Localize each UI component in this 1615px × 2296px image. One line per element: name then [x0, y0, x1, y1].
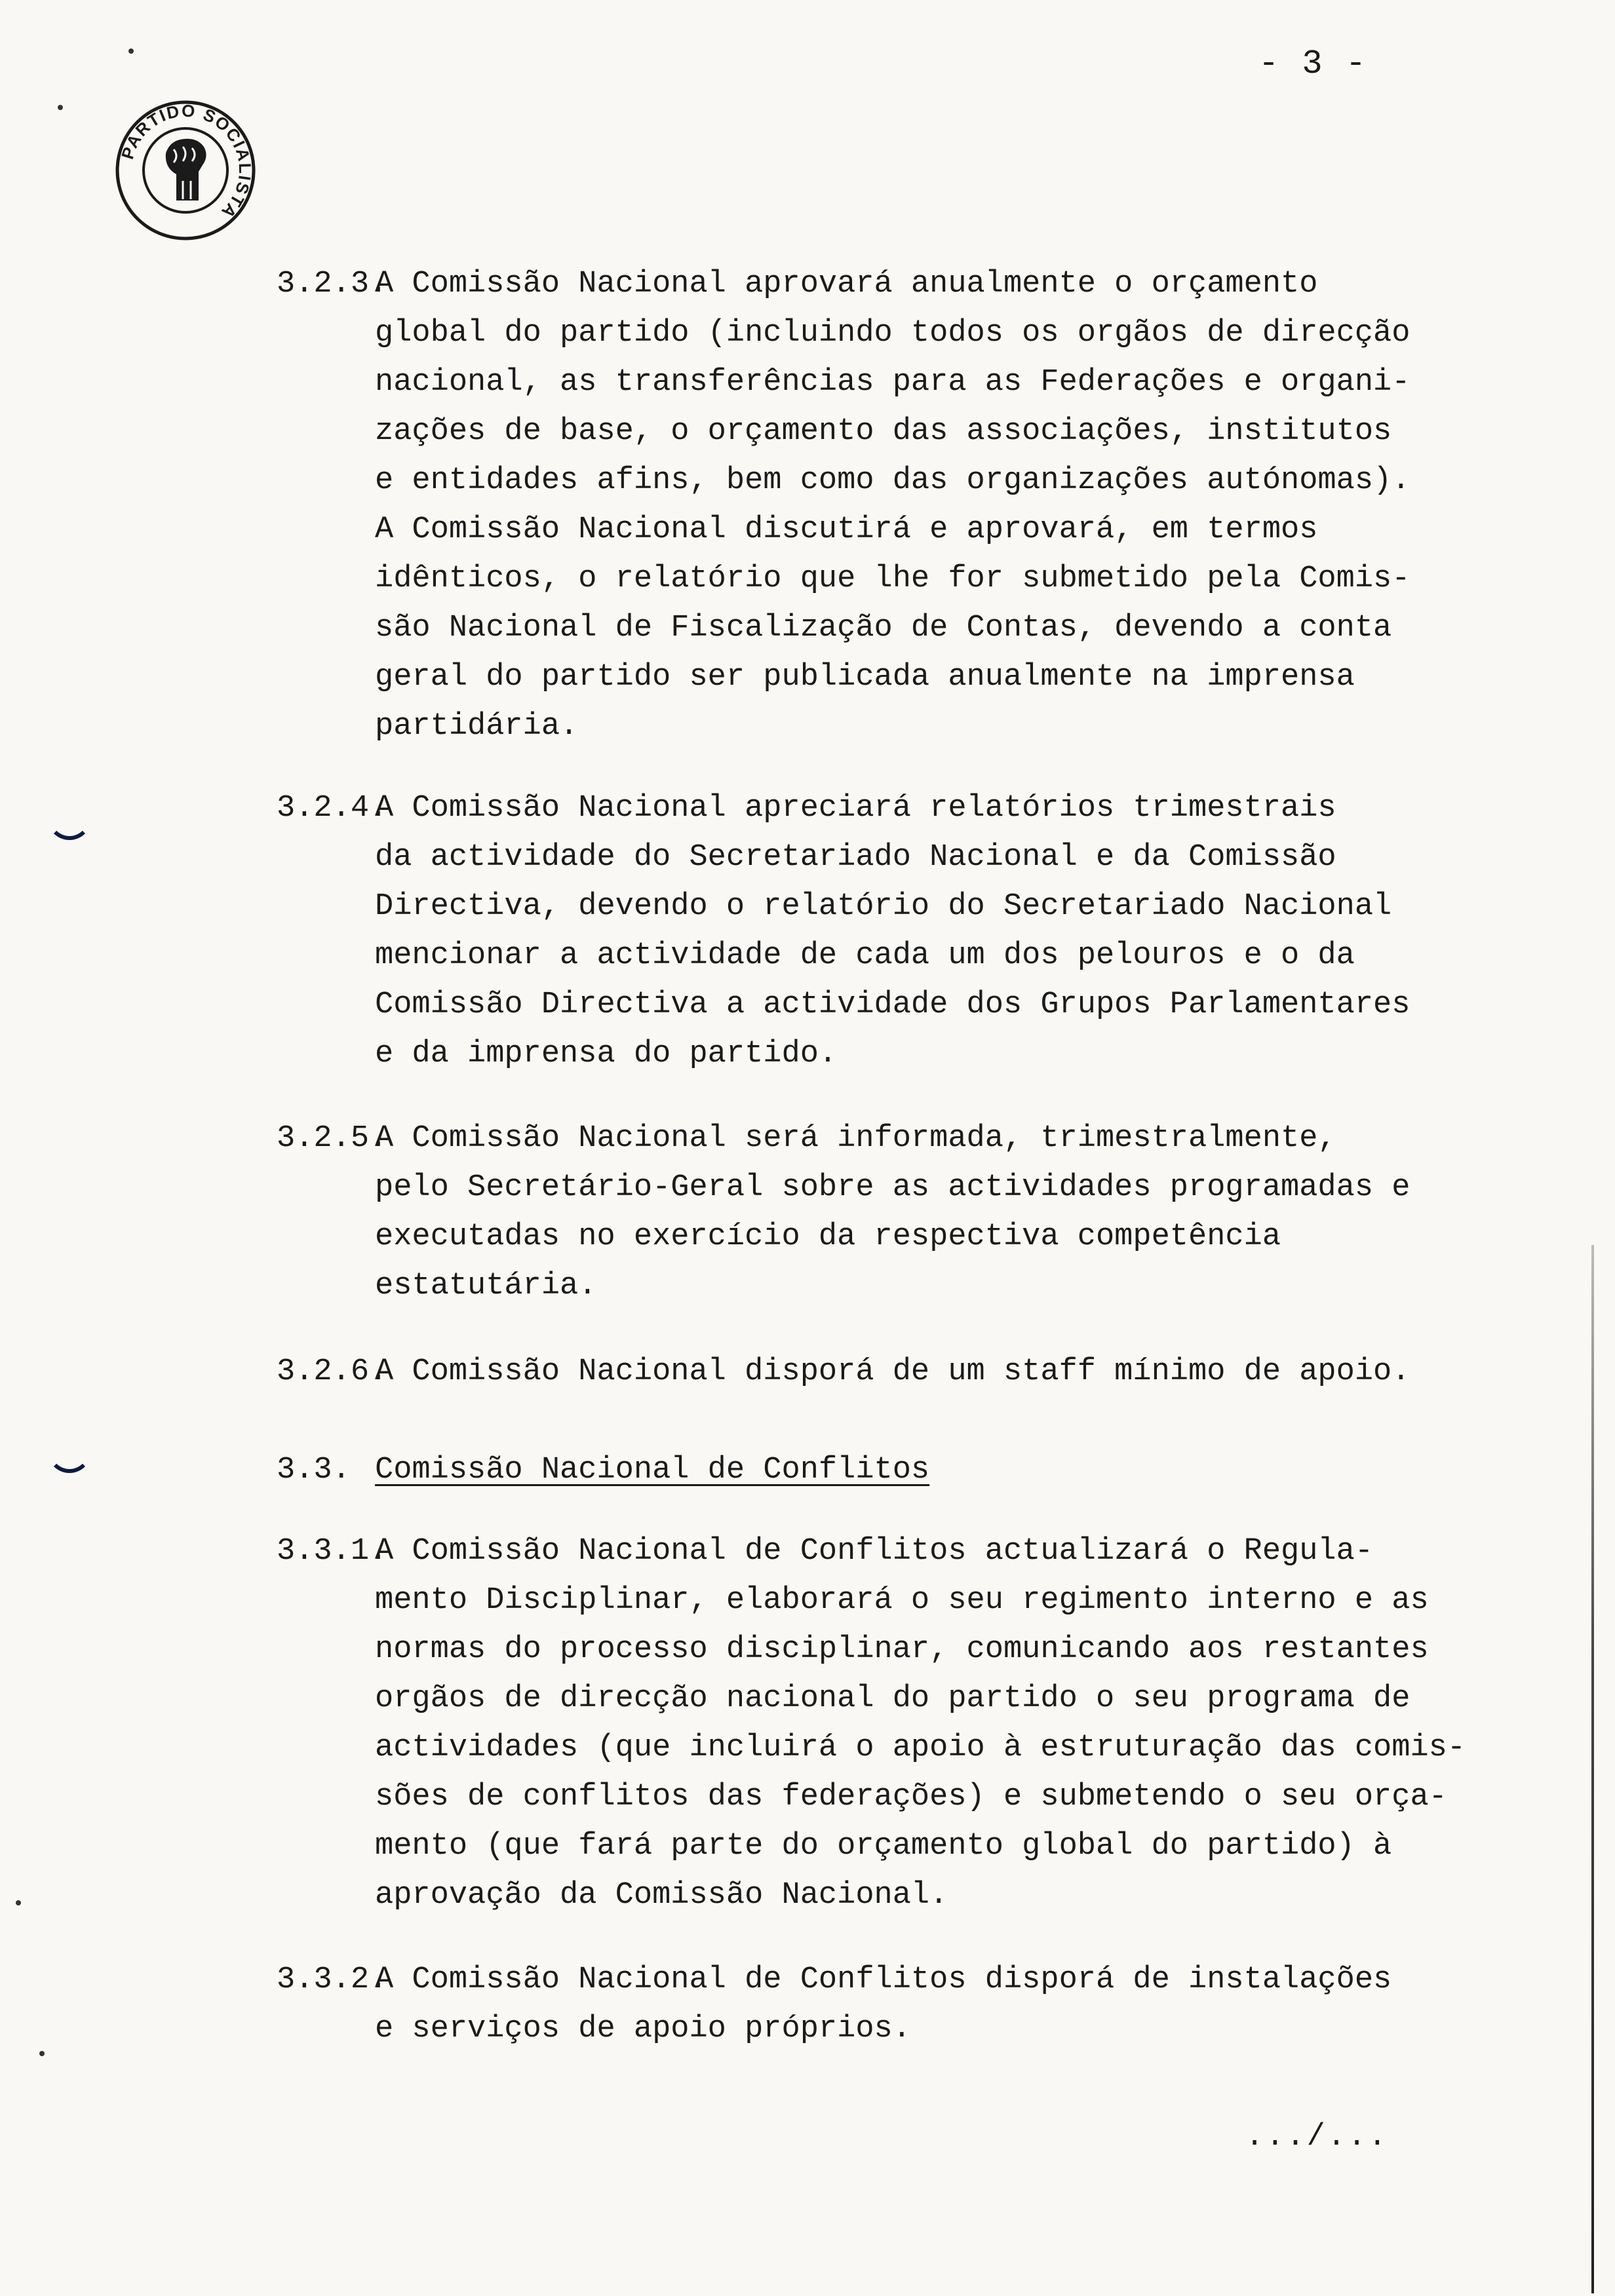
clause-line: actividades (que incluirá o apoio à estruturação das comis-	[375, 1731, 1466, 1765]
clause-line: nacional, as transferências para as Federações e organi-	[375, 365, 1411, 400]
clause-line: sões de conflitos das federações) e submetendo o seu orça-	[375, 1780, 1447, 1814]
clause-line: orgãos de direcção nacional do partido o seu programa de	[375, 1681, 1411, 1716]
clause-line: da actividade do Secretariado Nacional e da Comissão	[375, 840, 1336, 875]
clause-line: A Comissão Nacional de Conflitos disporá de instalações	[375, 1962, 1392, 1997]
clause-line: Directiva, devendo o relatório do Secretariado Nacional	[375, 889, 1392, 924]
clause-number: 3.3.2.	[277, 1962, 388, 1997]
clause-line: mencionar a actividade de cada um dos pelouros e o da	[375, 938, 1355, 973]
clause-number: 3.2.5.	[277, 1121, 388, 1156]
clause-line: zações de base, o orçamento das associações, institutos	[375, 414, 1392, 449]
page-number: - 3 -	[1258, 45, 1368, 83]
scan-speck	[128, 48, 134, 54]
clause-3-2-6	[277, 1347, 1410, 1396]
clause-line: aprovação da Comissão Nacional.	[375, 1878, 948, 1913]
clause-3-2-3	[277, 259, 1410, 751]
clause-number: 3.3.1.	[277, 1534, 388, 1569]
clause-number: 3.2.4.	[277, 791, 388, 826]
clause-line: normas do processo disciplinar, comunicando aos restantes	[375, 1632, 1429, 1667]
clause-line: A Comissão Nacional apreciará relatórios trimestrais	[375, 791, 1336, 826]
clause-line: mento (que fará parte do orçamento global do partido) à	[375, 1829, 1392, 1864]
clause-line: são Nacional de Fiscalização de Contas, devendo a conta	[375, 611, 1392, 645]
clause-line: pelo Secretário-Geral sobre as actividades programadas e	[375, 1170, 1411, 1205]
fist-seal-icon	[115, 100, 256, 241]
clause-line: Comissão Directiva a actividade dos Grupos Parlamentares	[375, 987, 1411, 1022]
clause-line: A Comissão Nacional discutirá e aprovará, em termos	[375, 512, 1318, 547]
clause-line: e serviços de apoio próprios.	[375, 2012, 911, 2046]
clause-line: e da imprensa do partido.	[375, 1037, 838, 1071]
clause-3-2-4	[277, 784, 1410, 1079]
clause-line: A Comissão Nacional será informada, trimestralmente,	[375, 1121, 1336, 1156]
clause-line: geral do partido ser publicada anualmente na imprensa	[375, 660, 1355, 695]
punch-hole-mark	[47, 1439, 92, 1473]
svg-text:PARTIDO SOCIALISTA: PARTIDO SOCIALISTA	[117, 100, 256, 223]
clause-line: partidária.	[375, 709, 579, 744]
clause-number: 3.2.3.	[277, 267, 388, 301]
clause-line: A Comissão Nacional disporá de um staff mínimo de apoio.	[375, 1354, 1411, 1389]
section-title: Comissão Nacional de Conflitos	[375, 1453, 930, 1487]
section-number: 3.3.	[277, 1453, 351, 1487]
continuation-mark: .../...	[1245, 2120, 1389, 2154]
clause-3-2-5	[277, 1114, 1410, 1311]
clause-line: e entidades afins, bem como das organizações autónomas).	[375, 463, 1411, 498]
punch-hole-mark	[47, 806, 92, 840]
clause-number: 3.2.6.	[277, 1354, 388, 1389]
clause-line: executadas no exercício da respectiva competência	[375, 1219, 1281, 1254]
scan-speck	[58, 105, 63, 110]
clause-line: A Comissão Nacional de Conflitos actualizará o Regula-	[375, 1534, 1374, 1569]
clause-3-3-2	[277, 1955, 1391, 2054]
scan-speck	[16, 1900, 21, 1905]
margin-edge-line	[1591, 1245, 1594, 2293]
scan-speck	[39, 2051, 45, 2056]
clause-3-3-1	[277, 1527, 1466, 1920]
clause-line: mento Disciplinar, elaborará o seu regimento interno e as	[375, 1583, 1429, 1618]
party-logo	[115, 100, 256, 241]
clause-line: idênticos, o relatório que lhe for submetido pela Comis-	[375, 562, 1411, 596]
clause-line: global do partido (incluindo todos os orgãos de direcção	[375, 316, 1411, 351]
clause-line: estatutária.	[375, 1269, 597, 1303]
section-3-3-heading	[277, 1445, 929, 1495]
clause-line: A Comissão Nacional aprovará anualmente o orçamento	[375, 267, 1318, 301]
